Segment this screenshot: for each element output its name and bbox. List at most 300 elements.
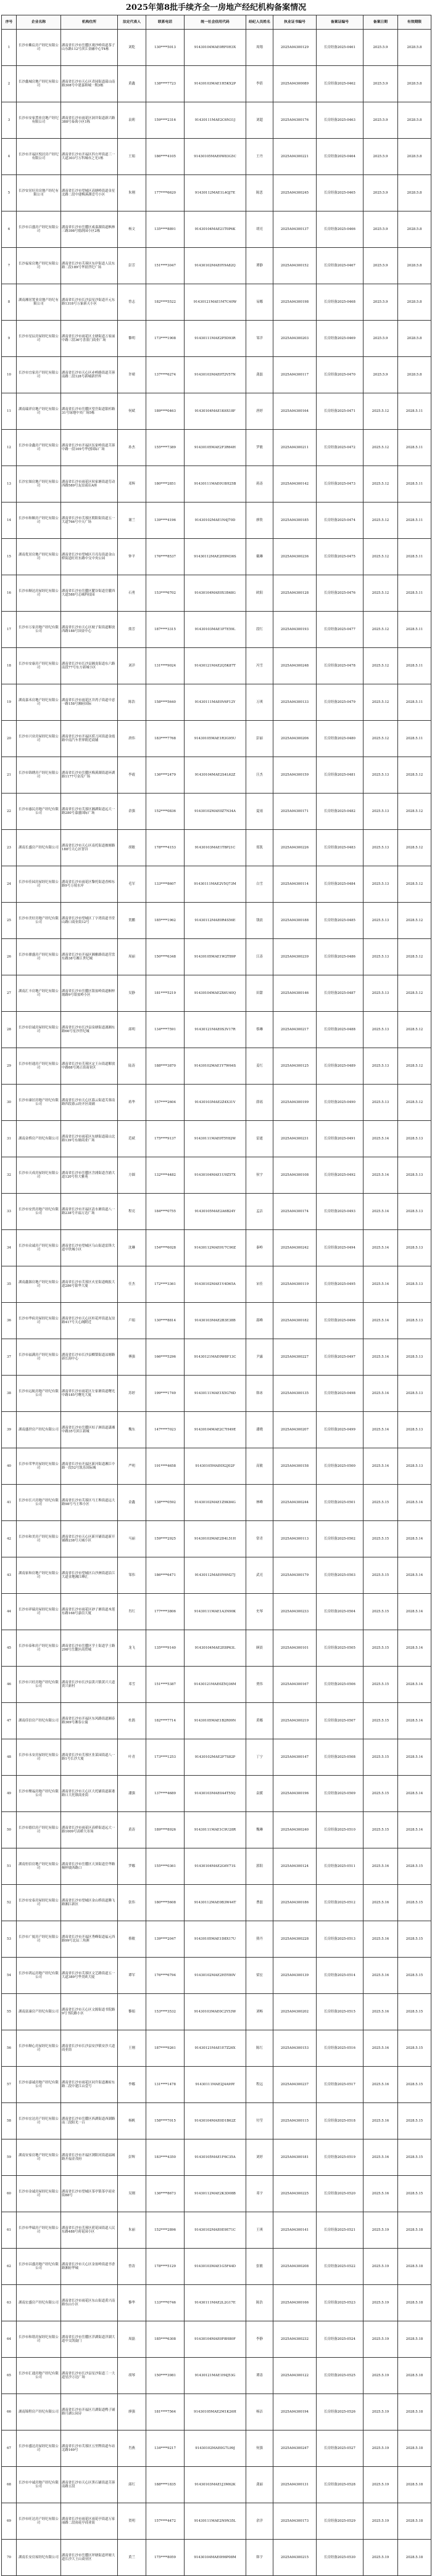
- company-address: 湖南省长沙市岳麓区洋湖街道洋湖大道中交凯旋门: [61, 2321, 118, 2358]
- company-address: 湖南省长沙市天心区青园街道韶山南路308号中建嘉和城一期3栋: [61, 66, 118, 102]
- valid-until: 2028.5.8: [398, 321, 431, 357]
- legal-representative: 沈琳: [118, 1230, 146, 1266]
- phone-number: 177****3806: [146, 1594, 185, 1630]
- table-row: [2, 430, 431, 466]
- certificate-number: 2025A04300153: [273, 2030, 317, 2067]
- credit-code: 91430111MAE2J4A99Y: [185, 2067, 246, 2103]
- company-name: 长沙市恒通房产经纪有限公司: [17, 1048, 61, 1085]
- valid-until: 2028.5.12: [398, 866, 431, 903]
- credit-code: 91430104MAE0H6P08M: [185, 2540, 246, 2576]
- row-number: 38: [2, 1376, 17, 1412]
- registration-number: 长房经备2025-0475: [317, 539, 363, 575]
- agent-name: 江涛: [246, 939, 273, 975]
- table-row: [2, 1485, 431, 1521]
- row-number: 18: [2, 648, 17, 684]
- agent-name: 蒋涛: [246, 466, 273, 502]
- company-name: 长沙市永安房屋经纪有限公司: [17, 1739, 61, 1776]
- agent-name: 袁媛: [246, 1776, 273, 1812]
- certificate-number: 2025A04300215: [273, 2540, 317, 2576]
- agent-name: 王丹: [246, 139, 273, 175]
- company-address: 湖南省长沙市天心区坡子街街道解放西路188号国金中心: [61, 612, 118, 648]
- phone-number: 177****6620: [146, 175, 185, 211]
- table-row: [2, 1230, 431, 1266]
- agent-name: 易娜: [246, 284, 273, 321]
- phone-number: 181****7564: [146, 2394, 185, 2430]
- certificate-number: 2025A04300182: [273, 1303, 317, 1339]
- phone-number: 151****3047: [146, 248, 185, 284]
- company-address: 湖南省长沙市芙蓉区五里牌街道车站北路169号: [61, 2430, 118, 2467]
- company-name: 长沙福家房地产经纪有限公司: [17, 248, 61, 284]
- registration-date: 2025.5.9: [363, 102, 398, 139]
- credit-code: 91430121MAE2Q5K87T: [185, 648, 246, 684]
- registration-number: 长房经备2025-0529: [317, 2503, 363, 2540]
- legal-representative: 范斌: [118, 1121, 146, 1157]
- valid-until: 2028.5.12: [398, 794, 431, 830]
- credit-code: 91430111MAE0V6F12Y: [185, 684, 246, 721]
- agent-name: 王琪: [246, 2212, 273, 2249]
- phone-number: 159****2316: [146, 102, 185, 139]
- certificate-number: 2025A04300131: [273, 2467, 317, 2503]
- company-address: 湖南省长沙市芙蓉区马王堆街道远大路98号马王堆小区: [61, 1485, 118, 1521]
- agent-name: 彭丽: [246, 721, 273, 757]
- legal-representative: 钟平: [118, 539, 146, 575]
- certificate-number: 2025A04300217: [273, 1012, 317, 1048]
- valid-until: 2028.5.11: [398, 502, 431, 539]
- column-header: 经纪人员姓名: [246, 15, 273, 30]
- certificate-number: 2025A04300248: [273, 648, 317, 684]
- credit-code: 91430105MAE2F3R64H: [185, 430, 246, 466]
- phone-number: 133****0746: [146, 2285, 185, 2321]
- phone-number: 180****5608: [146, 1885, 185, 1921]
- table-row: [2, 2067, 431, 2103]
- valid-until: 2028.5.8: [398, 284, 431, 321]
- agent-name: 刘畅: [246, 1994, 273, 2030]
- company-address: 湖南省长沙市长沙县星沙街道开元东路1318号万象新天小区: [61, 284, 118, 321]
- registration-date: 2025.5.15: [363, 1630, 398, 1667]
- certificate-number: 2025A04300146: [273, 975, 317, 1012]
- company-name: 长沙市兴旺房地产经纪有限公司: [17, 1667, 61, 1703]
- agent-name: 雷霆: [246, 1121, 273, 1157]
- certificate-number: 2025A04300166: [273, 2285, 317, 2321]
- registration-number: 长房经备2025-0518: [317, 2103, 363, 2139]
- certificate-number: 2025A04300232: [273, 2321, 317, 2358]
- legal-representative: 方圆: [118, 1157, 146, 1194]
- company-name: 长沙宏图房地产经纪有限公司: [17, 466, 61, 502]
- valid-until: 2028.5.15: [398, 1885, 431, 1921]
- phone-number: 138****0592: [146, 1485, 185, 1521]
- row-number: 43: [2, 1557, 17, 1594]
- certificate-number: 2025A04300247: [273, 2430, 317, 2467]
- row-number: 33: [2, 1194, 17, 1230]
- credit-code: 91430104MAE2X6U40Q: [185, 975, 246, 1012]
- phone-number: 182****7714: [146, 1703, 185, 1739]
- credit-code: 91430103MAE1P7E59L: [185, 612, 246, 648]
- agent-name: 白雪: [246, 866, 273, 903]
- credit-code: 91430102MAE0E9E71C: [185, 2212, 246, 2249]
- registration-number: 长房经备2025-0471: [317, 393, 363, 430]
- legal-representative: 彭辉: [118, 2139, 146, 2176]
- company-address: 湖南省长沙市芙蓉区荷花园街道人民东路488号荷花园小区: [61, 2212, 118, 2249]
- company-name: 长沙市远航房地产经纪有限公司: [17, 1376, 61, 1412]
- row-number: 2: [2, 66, 17, 102]
- row-number: 32: [2, 1157, 17, 1194]
- credit-code: 91430102MAE2H5Y80V: [185, 1958, 246, 1994]
- agent-name: 段红: [246, 612, 273, 648]
- company-name: 长沙市鼎盛房产经纪有限公司: [17, 939, 61, 975]
- valid-until: 2028.5.15: [398, 2067, 431, 2103]
- valid-until: 2028.5.8: [398, 139, 431, 175]
- table-row: [2, 466, 431, 502]
- column-header: 序号: [2, 15, 17, 30]
- certificate-number: 2025A04300193: [273, 612, 317, 648]
- phone-number: 187****3315: [146, 612, 185, 648]
- table-row: [2, 539, 431, 575]
- row-number: 41: [2, 1485, 17, 1521]
- phone-number: 166****5296: [146, 1339, 185, 1376]
- company-name: 长沙市天成房屋经纪有限公司: [17, 1157, 61, 1194]
- registration-number: 长房经备2025-0492: [317, 1157, 363, 1194]
- agent-name: 潘晓: [246, 1412, 273, 1448]
- company-address: 湖南省长沙市雨花区雨花亭街道万家丽路二段雨花亭商业街: [61, 2503, 118, 2540]
- table-row: [2, 284, 431, 321]
- company-name: 长沙市金鑫房产经纪有限公司: [17, 430, 61, 466]
- valid-until: 2028.5.18: [398, 2430, 431, 2467]
- certificate-number: 2025A04300158: [273, 1448, 317, 1485]
- agent-name: 孟洁: [246, 1194, 273, 1230]
- table-row: [2, 2503, 431, 2540]
- company-address: 湖南省长沙市开福区四方坪街道三一大道303号万科城市之光1栋: [61, 139, 118, 175]
- valid-until: 2028.5.18: [398, 2467, 431, 2503]
- row-number: 64: [2, 2321, 17, 2358]
- phone-number: 133****8607: [146, 866, 185, 903]
- company-name: 长沙市万家房地产经纪有限公司: [17, 612, 61, 648]
- company-name: 长沙市佳园房屋经纪有限公司: [17, 866, 61, 903]
- certificate-number: 2025A04300117: [273, 357, 317, 393]
- agent-name: 周翔: [246, 30, 273, 66]
- company-name: 长沙市宜家房产经纪有限公司: [17, 357, 61, 393]
- credit-code: 91430103MAE2D4L51H: [185, 1521, 246, 1557]
- valid-until: 2028.5.13: [398, 1448, 431, 1485]
- table-row: [2, 1994, 431, 2030]
- agent-name: 胡亮: [246, 211, 273, 248]
- company-address: 湖南省长沙市天心区南托街道披塘路188号天心区智谷: [61, 830, 118, 866]
- agent-name: 廖欣: [246, 502, 273, 539]
- company-address: 湖南省长沙市岳麓区梅溪湖街道环湖路1177号金茂广场: [61, 757, 118, 794]
- table-row: [2, 139, 431, 175]
- legal-representative: 熊芳: [118, 612, 146, 648]
- table-row: [2, 393, 431, 430]
- credit-code: 91430103MAE2Z4X31V: [185, 1085, 246, 1121]
- company-address: 湖南省长沙市岳麓区观沙岭街道茶子山东路112号滨江金融中心T4栋: [61, 30, 118, 66]
- company-address: 湖南省长沙市望城区月亮岛街道金山桥街道旺旺东路中交中央公园: [61, 539, 118, 575]
- company-address: 湖南省长沙市长沙县安沙镇安沙大道商业街: [61, 2030, 118, 2067]
- registration-date: 2025.5.13: [363, 866, 398, 903]
- valid-until: 2028.5.18: [398, 2503, 431, 2540]
- agent-name: 邹洋: [246, 321, 273, 357]
- credit-code: 91430121MAE1M7C40W: [185, 284, 246, 321]
- registration-number: 长房经备2025-0513: [317, 1921, 363, 1958]
- row-number: 61: [2, 2212, 17, 2249]
- valid-until: 2028.5.14: [398, 1812, 431, 1848]
- phone-number: 189****0463: [146, 393, 185, 430]
- certificate-number: 2025A04300137: [273, 211, 317, 248]
- row-number: 25: [2, 903, 17, 939]
- legal-representative: 龙飞: [118, 1630, 146, 1667]
- certificate-number: 2025A04300113: [273, 1521, 317, 1557]
- company-address: 湖南省长沙市岳麓区麓谷街道岳麓西大道588号芯城科技园: [61, 575, 118, 612]
- company-name: 长沙安居好房房地产经纪有限公司: [17, 175, 61, 211]
- registration-number: 长房经备2025-0481: [317, 757, 363, 794]
- row-number: 45: [2, 1630, 17, 1667]
- table-row: [2, 2249, 431, 2285]
- company-name: 长沙市华瑞房产经纪有限公司: [17, 2212, 61, 2249]
- agent-name: 刘婷: [246, 2139, 273, 2176]
- valid-until: 2028.5.12: [398, 975, 431, 1012]
- registration-number: 长房经备2025-0526: [317, 2394, 363, 2430]
- valid-until: 2028.5.8: [398, 30, 431, 66]
- phone-number: 176****8537: [146, 539, 185, 575]
- company-address: 湖南省长沙市天心区桂花坪街道友谊路417号天心阁附近: [61, 1303, 118, 1339]
- agent-name: 韩宇: [246, 2540, 273, 2576]
- row-number: 31: [2, 1121, 17, 1157]
- row-number: 51: [2, 1848, 17, 1885]
- registration-date: 2025.5.13: [363, 939, 398, 975]
- phone-number: 172****3361: [146, 1266, 185, 1303]
- row-number: 54: [2, 1958, 17, 1994]
- company-address: 湖南省长沙市岳麓区西湖街道西湖路南三段阳光一百: [61, 2103, 118, 2139]
- registration-number: 长房经备2025-0524: [317, 2321, 363, 2358]
- table-row: [2, 1048, 431, 1085]
- agent-name: 丁宁: [246, 1739, 273, 1776]
- registration-number: 长房经备2025-0468: [317, 284, 363, 321]
- legal-representative: 严明: [118, 1448, 146, 1485]
- legal-representative: 邓雪: [118, 1667, 146, 1703]
- table-row: [2, 1521, 431, 1557]
- company-name: 湖南长安房屋经纪有限公司: [17, 2540, 61, 2576]
- phone-number: 186****4105: [146, 139, 185, 175]
- registration-date: 2025.5.19: [363, 2467, 398, 2503]
- agent-name: 曹磊: [246, 1885, 273, 1921]
- certificate-number: 2025A04300188: [273, 903, 317, 939]
- registration-number: 长房经备2025-0464: [317, 139, 363, 175]
- company-address: 湖南省长沙市天心区文源街道书院路9号书院路小区: [61, 1994, 118, 2030]
- legal-representative: 黎华: [118, 2285, 146, 2321]
- company-address: 湖南省长沙市天心区新开铺街道新开铺路238号天城小区: [61, 1521, 118, 1557]
- company-name: 湖南长盛房产经纪有限公司: [17, 830, 61, 866]
- legal-representative: 何斌: [118, 393, 146, 430]
- credit-code: 91430105MAE2M1K26H: [185, 2394, 246, 2430]
- agent-name: 戴琳: [246, 539, 273, 575]
- legal-representative: 程亮: [118, 1194, 146, 1230]
- registration-date: 2025.5.12: [363, 539, 398, 575]
- row-number: 50: [2, 1812, 17, 1848]
- agent-name: 郑凯: [246, 830, 273, 866]
- legal-representative: 叶青: [118, 1739, 146, 1776]
- agent-name: 程远: [246, 2067, 273, 2103]
- agent-name: 武亮: [246, 1557, 273, 1594]
- registration-date: 2025.5.19: [363, 2249, 398, 2285]
- valid-until: 2028.5.11: [398, 575, 431, 612]
- phone-number: 139****2047: [146, 1921, 185, 1958]
- registration-number: 长房经备2025-0507: [317, 1703, 363, 1739]
- company-name: 长沙市和美房产经纪有限公司: [17, 1521, 61, 1557]
- registration-date: 2025.5.14: [363, 1121, 398, 1157]
- certificate-number: 2025A04300196: [273, 1776, 317, 1812]
- row-number: 70: [2, 2540, 17, 2576]
- phone-number: 199****1749: [146, 1376, 185, 1412]
- registration-number: 长房经备2025-0501: [317, 1485, 363, 1521]
- legal-representative: 黄鑫: [118, 66, 146, 102]
- column-header: 机构住所: [61, 15, 118, 30]
- company-name: 长沙市德信房产经纪有限公司: [17, 1812, 61, 1848]
- table-row: [2, 2430, 431, 2467]
- company-name: 长沙市星辰房屋经纪有限公司: [17, 321, 61, 357]
- company-name: 长沙市安康房产经纪有限公司: [17, 648, 61, 684]
- valid-until: 2028.5.18: [398, 2540, 431, 2576]
- phone-number: 185****6308: [146, 2321, 185, 2358]
- credit-code: 91430104MAE0RF0H3X: [185, 30, 246, 66]
- valid-until: 2028.5.15: [398, 2139, 431, 2176]
- legal-representative: 卢娟: [118, 1303, 146, 1339]
- valid-until: 2028.5.13: [398, 1194, 431, 1230]
- column-header: 备案日期: [363, 15, 398, 30]
- legal-representative: 马丽: [118, 1521, 146, 1557]
- valid-until: 2028.5.8: [398, 357, 431, 393]
- registration-date: 2025.5.13: [363, 1012, 398, 1048]
- company-address: 湖南省长沙市天心区黑石铺街道芙蓉南路五段: [61, 2467, 118, 2503]
- phone-number: 184****0755: [146, 1194, 185, 1230]
- phone-number: 135****9140: [146, 1630, 185, 1667]
- legal-representative: 邹伟: [118, 1557, 146, 1594]
- row-number: 59: [2, 2139, 17, 2176]
- row-number: 66: [2, 2394, 17, 2430]
- registration-number: 长房经备2025-0465: [317, 175, 363, 211]
- legal-representative: 朱丽: [118, 2212, 146, 2249]
- certificate-number: 2025A04300207: [273, 1412, 317, 1448]
- company-address: 湖南省长沙市开福区浏阳河街道福城路开福金茂府: [61, 2139, 118, 2176]
- agent-name: 夏雨: [246, 794, 273, 830]
- registration-number: 长房经备2025-0467: [317, 248, 363, 284]
- registration-date: 2025.5.9: [363, 139, 398, 175]
- credit-code: 91430103MAE0T2V57N: [185, 357, 246, 393]
- registration-number: 长房经备2025-0502: [317, 1521, 363, 1557]
- table-row: [2, 1085, 431, 1121]
- registration-number: 长房经备2025-0484: [317, 866, 363, 903]
- agent-name: 田甜: [246, 975, 273, 1012]
- registration-date: 2025.5.12: [363, 612, 398, 648]
- legal-representative: 孙杰: [118, 430, 146, 466]
- phone-number: 147****7023: [146, 1412, 185, 1448]
- legal-representative: 王娟: [118, 139, 146, 175]
- agent-name: 常青: [246, 1521, 273, 1557]
- credit-code: 91430105MAE1W2T89P: [185, 939, 246, 975]
- registration-date: 2025.5.15: [363, 1521, 398, 1557]
- company-name: 湖南金桥房产经纪有限公司: [17, 1121, 61, 1157]
- registration-date: 2025.5.12: [363, 466, 398, 502]
- column-header: 联系电话: [146, 15, 185, 30]
- table-row: [2, 1412, 431, 1448]
- table-row: [2, 1376, 431, 1412]
- certificate-number: 2025A04300124: [273, 1848, 317, 1885]
- company-name: 湖南盛世房产经纪有限公司: [17, 1412, 61, 1448]
- company-address: 湖南省长沙市天心区大托铺街道新港路口大托镇商业街: [61, 1776, 118, 1812]
- credit-code: 91430103MAE1H5KX2P: [185, 66, 246, 102]
- registration-date: 2025.5.15: [363, 1703, 398, 1739]
- certificate-number: 2025A04300181: [273, 2139, 317, 2176]
- phone-number: 187****9261: [146, 2030, 185, 2067]
- legal-representative: 黄兰: [118, 2540, 146, 2576]
- company-address: 湖南省长沙市长沙县星沙街道三一大道星沙万达广场: [61, 2358, 118, 2394]
- registration-date: 2025.5.16: [363, 2176, 398, 2212]
- valid-until: 2028.5.15: [398, 1921, 431, 1958]
- row-number: 5: [2, 175, 17, 211]
- registration-number: 长房经备2025-0521: [317, 2212, 363, 2249]
- table-row: [2, 1885, 431, 1921]
- credit-code: 91430102MAE1N4J70D: [185, 502, 246, 539]
- column-header: 执业证书编号: [273, 15, 317, 30]
- registration-date: 2025.5.16: [363, 1885, 398, 1921]
- valid-until: 2028.5.8: [398, 175, 431, 211]
- valid-until: 2028.5.14: [398, 1594, 431, 1630]
- row-number: 57: [2, 2067, 17, 2103]
- registration-number: 长房经备2025-0472: [317, 430, 363, 466]
- table-row: [2, 1194, 431, 1230]
- registration-number: 长房经备2025-0500: [317, 1448, 363, 1485]
- valid-until: 2028.5.14: [398, 1776, 431, 1812]
- legal-representative: 黄涛: [118, 1812, 146, 1848]
- row-number: 53: [2, 1921, 17, 1958]
- registration-number: 长房经备2025-0496: [317, 1303, 363, 1339]
- company-address: 湖南省长沙市岳麓区望岳街道银杉路31号绿地中央广场5栋: [61, 393, 118, 430]
- phone-number: 151****5387: [146, 1667, 185, 1703]
- phone-number: 139****4196: [146, 502, 185, 539]
- agent-name: 何强: [246, 2430, 273, 2467]
- table-row: [2, 612, 431, 648]
- legal-representative: 朱刚: [118, 175, 146, 211]
- certificate-number: 2025A04300114: [273, 866, 317, 903]
- credit-code: 91430102MAE2F7S82P: [185, 1739, 246, 1776]
- row-number: 58: [2, 2103, 17, 2139]
- row-number: 17: [2, 612, 17, 648]
- registration-date: 2025.5.19: [363, 2321, 398, 2358]
- legal-representative: 潘强: [118, 1776, 146, 1812]
- company-name: 长沙市和谐房屋经纪有限公司: [17, 2321, 61, 2358]
- valid-until: 2028.5.18: [398, 2358, 431, 2394]
- registration-date: 2025.5.14: [363, 1266, 398, 1303]
- company-name: 长沙市顺达房屋经纪有限公司: [17, 575, 61, 612]
- registration-date: 2025.5.13: [363, 975, 398, 1012]
- registration-date: 2025.5.16: [363, 1958, 398, 1994]
- certificate-number: 2025A04300233: [273, 1594, 317, 1630]
- phone-number: 154****6028: [146, 1230, 185, 1266]
- company-name: 湖南瑞祥房地产经纪有限公司: [17, 393, 61, 430]
- table-row: [2, 175, 431, 211]
- valid-until: 2028.5.11: [398, 612, 431, 648]
- valid-until: 2028.5.12: [398, 830, 431, 866]
- certificate-number: 2025A04300141: [273, 2212, 317, 2249]
- table-row: [2, 102, 431, 139]
- row-number: 14: [2, 502, 17, 539]
- agent-name: 顾晨: [246, 1630, 273, 1667]
- table-row: [2, 1594, 431, 1630]
- registration-number: 长房经备2025-0466: [317, 211, 363, 248]
- row-number: 40: [2, 1448, 17, 1485]
- row-number: 22: [2, 794, 17, 830]
- legal-representative: 苏婷: [118, 1376, 146, 1412]
- valid-until: 2028.5.13: [398, 1412, 431, 1448]
- agent-name: 韩冰: [246, 1376, 273, 1412]
- valid-until: 2028.5.13: [398, 1266, 431, 1303]
